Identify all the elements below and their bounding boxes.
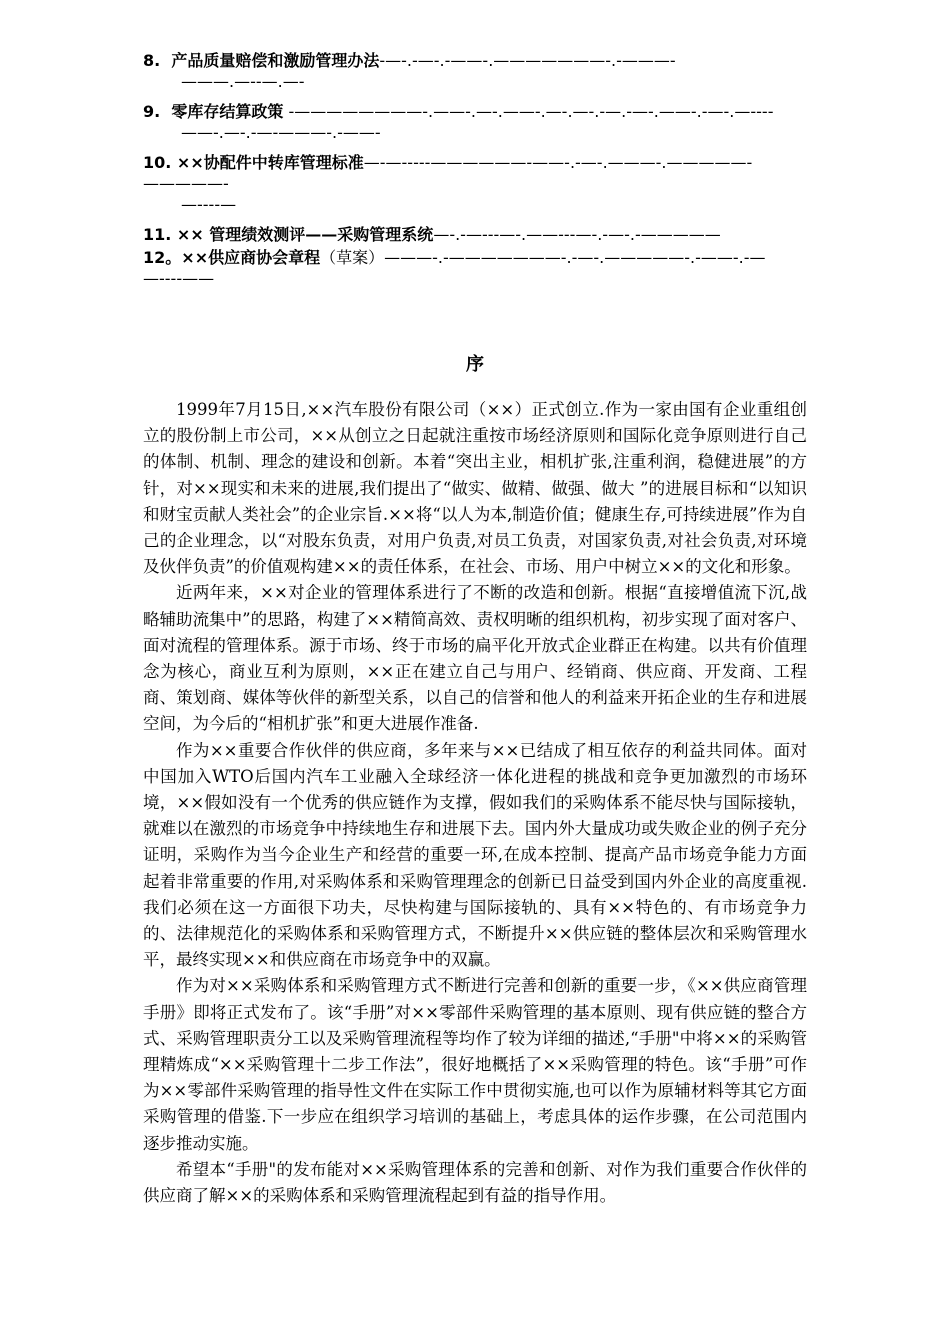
toc-leader: -————————-.——-.—-.——-.—-.—-.-—.-—-.——-.-—-.—---- (283, 102, 774, 121)
preface-paragraph-1: 1999年7月15日,××汽车股份有限公司（××）正式创立.作为一家由国有企业重组创立的股份制上市公司，××从创立之日起就注重按市场经济原则和国际化竞争原则进行自己的体制、机制、理念的建设和创新。本着“突出主业，相机扩张,注重利润，稳健进展”的方针，对××现实和未来的进展,我们提出了“做实、做精、做强、做大 ”的进展目标和“以知识和财宝贡献人类社会”的企业宗旨.××将“以人为本,制造价值；健康生存,可持续进展”作为自己的企业理念，以“对股东负责，对用户负责,对员工负责，对国家负责,对社会负责,对环境及伙伴负责”的价值观构建××的责任体系，在社会、市场、用户中树立××的文化和形象。 (143, 400, 807, 577)
toc-number: 12。 (143, 248, 182, 267)
toc-leader: ———-.-———————-.-—-.—————-.-——-.-— (384, 248, 766, 267)
toc-leader-continued: ——-.—-.-—-———-.-——- (181, 123, 381, 142)
toc-number: 8. (143, 51, 161, 70)
preface-paragraph-3: 作为××重要合作伙伴的供应商，多年来与××已结成了相互依存的利益共同体。面对中国加入WTO后国内汽车工业融入全球经济一体化进程的挑战和竞争更加激烈的市场环境，××假如没有一个优秀的供应链作为支撑，假如我们的采购体系不能尽快与国际接轨，就难以在激烈的市场竞争中持续地生存和进展下去。国内外大量成功或失败企业的例子充分证明，采购作为当今企业生产和经营的重要一环,在成本控制、提高产品市场竞争能力方面起着非常重要的作用,对采购体系和采购管理理念的创新已日益受到国内外企业的高度重视.我们必须在这一方面很下功夫，尽快构建与国际接轨的、具有××特色的、有市场竞争力的、法律规范化的采购体系和采购管理方式，不断提升××供应链的整体层次和采购管理水平，最终实现××和供应商在市场竞争中的双赢。 (143, 740, 807, 970)
preface-paragraph-2: 近两年来，××对企业的管理体系进行了不断的改造和创新。根据“直接增值流下沉,战略辅助流集中”的思路，构建了××精简高效、责权明晰的组织机构，初步实现了面对客户、面对流程的管理体系。源于市场、终于市场的扁平化开放式企业群正在构建。以共有价值理念为核心，商业互利为原则，××正在建立自己与用户、经销商、供应商、开发商、工程商、策划商、媒体等伙伴的新型关系，以自己的信誉和他人的利益来开拓企业的生存和进展空间，为今后的“相机扩张”和更大进展作准备. (143, 583, 807, 734)
toc-label: 零库存结算政策 (171, 102, 284, 121)
toc-number: 9. (143, 102, 161, 121)
toc-number: 11. (143, 225, 172, 244)
toc-leader: —-.-—---—-.——---—-.-—-.-————— (433, 225, 721, 244)
preface-title: 序 (466, 354, 484, 375)
toc-leader: —-—-----——————-——-.-—-.———-.—————-—————- (143, 153, 753, 193)
toc-leader-continued: —----— (181, 195, 237, 214)
preface-paragraph-4: 作为对××采购体系和采购管理方式不断进行完善和创新的重要一步，《××供应商管理手册》即将正式发布了。该“手册”对××零部件采购管理的基本原则、现有供应链的整合方式、采购管理职责分工以及采购管理流程等均作了较为详细的描述,“手册"中将××的采购管理精炼成“××采购管理十二步工作法”，很好地概括了××采购管理的特色。该“手册”可作为××零部件采购管理的指导性文件在实际工作中贯彻实施,也可以作为原辅材料等其它方面采购管理的借鉴.下一步应在组织学习培训的基础上，考虑具体的运作步骤，在公司范围内逐步推动实施。 (143, 976, 807, 1153)
toc-leader: -—-.-—-.-——-.———————-.-———- (379, 51, 676, 70)
preface-body (143, 397, 807, 1209)
preface-paragraph-5: 希望本“手册"的发布能对××采购管理体系的完善和创新、对作为我们重要合作伙伴的供应商了解××的采购体系和采购管理流程起到有益的指导作用。 (143, 1159, 807, 1206)
toc-entry-8[interactable] (143, 50, 815, 92)
toc-entry-10[interactable] (143, 152, 815, 215)
toc-label: ××供应商协会章程 (181, 248, 321, 267)
toc-leader-continued: —----—— (143, 269, 215, 288)
table-of-contents (143, 50, 815, 298)
toc-label: ×× 管理绩效测评——采购管理系统 (176, 225, 434, 244)
toc-leader-continued: ———.—--—.—- (181, 72, 305, 91)
toc-draft-note: （草案） (320, 248, 385, 267)
toc-entry-9[interactable] (143, 101, 815, 143)
toc-label: 产品质量赔偿和激励管理办法 (171, 51, 380, 70)
toc-number: 10. (143, 153, 172, 172)
toc-entry-11[interactable] (143, 224, 815, 245)
toc-label: ××协配件中转库管理标准 (176, 153, 364, 172)
toc-entry-12[interactable] (143, 247, 815, 289)
